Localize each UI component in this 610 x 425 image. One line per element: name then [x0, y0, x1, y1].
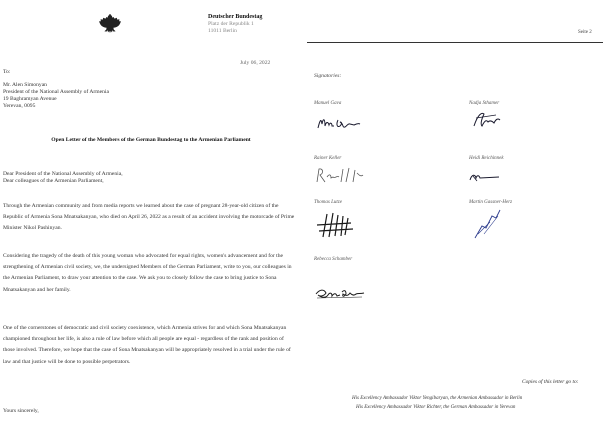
closing: Yours sincerely, [3, 408, 39, 414]
signatory-name: Heidi Reichinnek [469, 156, 504, 161]
body-paragraph: One of the cornerstones of democratic and civil society coexistence, which Armenia strives for and which Sona Mnatsakanyan championed throughout her life, is also a rule of law before which all people are equal - regardless of the rank and position of those involved. Therefore, we hope that the case of Sona Mnatsakanyan will be appropriately resolved in a trial under the rule of law and that justice will be done to possible perpetrators. [3, 325, 291, 365]
address-line: President of the National Assembly of Armenia [3, 89, 109, 96]
letterhead-city: 11011 Berlin [208, 28, 237, 34]
signature-nadja-sthamer [470, 110, 504, 130]
salutation-line: Dear colleagues of the Armenian Parliament, [3, 178, 104, 184]
signatory-name: Rebecca Schamber [314, 257, 353, 262]
signature-rainer-keller [315, 165, 365, 185]
signature-heidi-reichinnek [467, 170, 503, 184]
signatories-heading: Signatories: [314, 73, 342, 79]
address-to-label: To: [3, 69, 11, 75]
letter-date: July 06, 2022 [240, 60, 271, 66]
federal-eagle-icon [98, 12, 122, 36]
copies-recipient: His Excellency Ambassador Viktor Yengibaryan, the Armenian Ambassador in Berlin [352, 396, 523, 401]
signatory-name: Rainer Keller [314, 156, 342, 161]
signatory-name: Martin Gassner-Herz [469, 200, 513, 205]
body-paragraph: Considering the tragedy of the death of this young woman who advocated for equal rights, women's advancement and for the strengthening of Armenian civil society, we, the undersigned Members of the German Parliament, write to you, our colleagues in the Armenian Parliament, to draw your attention to the case. We ask you to closely follow the case to bring justice to Sona Mnatsakanyan and her family. [3, 253, 292, 293]
salutation-line: Dear President of the National Assembly of Armenia, [3, 171, 123, 177]
letterhead-street: Platz der Republik 1 [208, 21, 254, 27]
signature-manuel-gava [316, 114, 362, 132]
signature-rebecca-schamber [314, 286, 366, 302]
address-line: Yerevan, 0095 [3, 102, 36, 109]
address-line: 19 Baghramyan Avenue [3, 95, 57, 102]
signature-thomas-lutze [315, 211, 355, 239]
signatory-name: Manuel Gava [314, 101, 342, 106]
body-paragraph: Through the Armenian community and from media reports we learned about the case of pregnant 28-year-old citizen of the Republic of Armenia Sona Mnatsakanyan, who died on April 26, 2022 as a result of an accident involving the motorcade of Prime Minister Nikol Pashinyan. [3, 203, 295, 232]
letter-page-1 [0, 0, 302, 425]
copies-recipient: His Excellency Ambassador Viktor Richter, the German Ambassador in Yerevan [356, 405, 516, 410]
letter-page-2 [302, 0, 610, 425]
letterhead [208, 14, 268, 35]
signatory-name: Nadja Sthamer [469, 101, 500, 106]
signature-martin-gassner-herz [472, 208, 502, 240]
recipient-address [3, 69, 109, 109]
letter-subject: Open Letter of the Members of the German Bundestag to the Armenian Parliament [51, 137, 251, 143]
page-number: Seite 2 [578, 30, 592, 35]
copies-title: Copies of this letter go to: [522, 379, 579, 385]
salutation [3, 171, 123, 185]
letterhead-name: Deutscher Bundestag [208, 14, 263, 20]
address-line: Mr. Alen Simonyan [3, 82, 47, 89]
header-divider [307, 42, 603, 43]
signatory-name: Thomas Lutze [314, 200, 342, 205]
